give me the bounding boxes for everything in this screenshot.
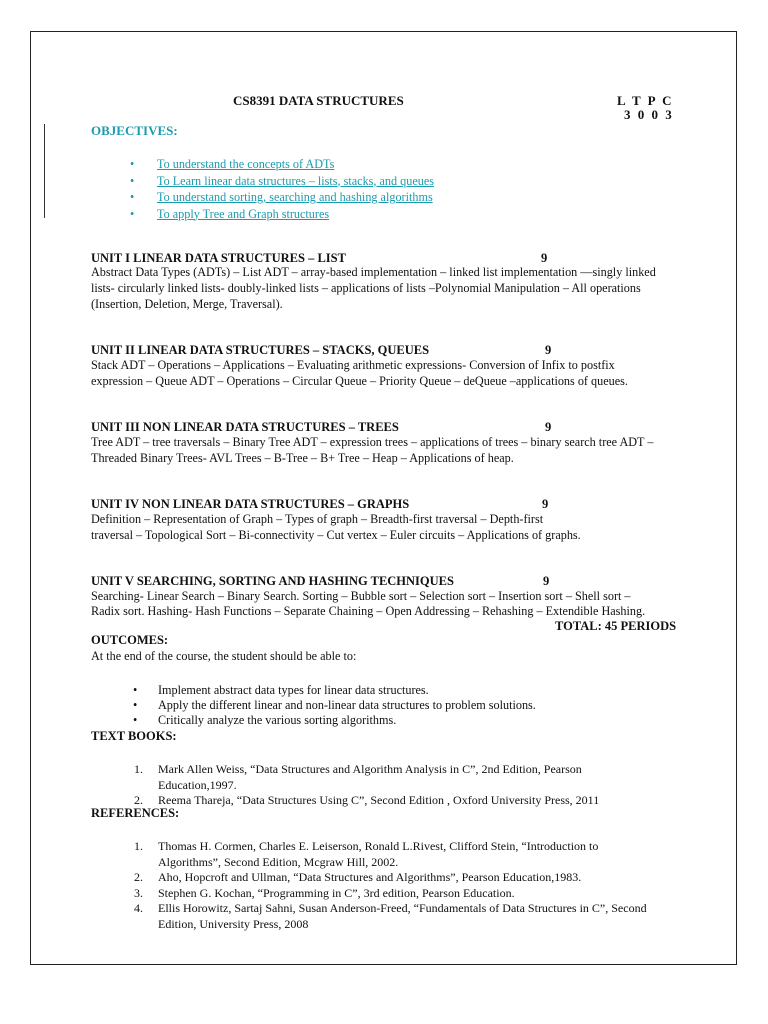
bullet-icon: • bbox=[133, 698, 138, 712]
reference-item: 1. Thomas H. Cormen, Charles E. Leiserson, Ronald L.Rivest, Clifford Stein, “Introduction to Algorithms”, Second Edition, Mcgraw Hill, 2002. bbox=[134, 839, 599, 869]
bullet-icon: • bbox=[130, 190, 135, 204]
outcome-item: • Implement abstract data types for linear data structures. bbox=[133, 683, 429, 697]
unit-3-line: Threaded Binary Trees- AVL Trees – B-Tree – B+ Tree – Heap – Applications of heap. bbox=[91, 451, 514, 465]
margin-change-bar bbox=[44, 124, 45, 218]
references-heading: REFERENCES: bbox=[91, 806, 180, 820]
text-book-item: 2. Reema Thareja, “Data Structures Using C”, Second Edition , Oxford University Press, 2011 bbox=[134, 793, 600, 807]
unit-2-line: Stack ADT – Operations – Applications – Evaluating arithmetic expressions- Conversion of Infix to postfix bbox=[91, 358, 615, 372]
course-title: CS8391 DATA STRUCTURES bbox=[233, 93, 404, 108]
text-books-heading: TEXT BOOKS: bbox=[91, 729, 177, 743]
unit-5-line: Searching- Linear Search – Binary Search. Sorting – Bubble sort – Selection sort – Insertion sort – Shell sort – bbox=[91, 589, 631, 603]
unit-3-line: Tree ADT – tree traversals – Binary Tree ADT – expression trees – applications of trees – binary search tree ADT – bbox=[91, 435, 654, 449]
bullet-icon: • bbox=[130, 157, 135, 171]
bullet-icon: • bbox=[130, 206, 135, 221]
unit-5-line: Radix sort. Hashing- Hash Functions – Separate Chaining – Open Addressing – Rehashing – Extendible Hashing. bbox=[91, 604, 646, 618]
unit-4-hours: 9 bbox=[542, 497, 549, 511]
outcomes-list bbox=[133, 683, 536, 728]
unit-1-line: (Insertion, Deletion, Merge, Traversal). bbox=[91, 297, 283, 311]
references-list bbox=[134, 839, 647, 932]
objectives-list bbox=[130, 156, 434, 222]
unit-2-line: expression – Queue ADT – Operations – Circular Queue – Priority Queue – deQueue –applications of queues. bbox=[91, 374, 628, 388]
outcome-item: • Apply the different linear and non-linear data structures to problem solutions. bbox=[133, 698, 536, 712]
objective-item[interactable]: • To apply Tree and Graph structures bbox=[130, 206, 330, 221]
ltpc-values: 3 0 0 3 bbox=[624, 107, 674, 122]
outcomes-heading: OUTCOMES: bbox=[91, 633, 169, 647]
unit-1-line: Abstract Data Types (ADTs) – List ADT – array-based implementation – linked list implementation ––singly linked bbox=[91, 265, 656, 279]
unit-3-title: UNIT III NON LINEAR DATA STRUCTURES – TREES bbox=[91, 420, 399, 434]
unit-1-line: lists- circularly linked lists- doubly-linked lists – applications of lists –Polynomial Manipulation – All operations bbox=[91, 281, 641, 295]
bullet-icon: • bbox=[133, 683, 138, 697]
unit-4-line: Definition – Representation of Graph – Types of graph – Breadth-first traversal – Depth-first bbox=[91, 512, 544, 526]
reference-item: 2. Aho, Hopcroft and Ullman, “Data Structures and Algorithms”, Pearson Education,1983. bbox=[134, 870, 582, 884]
text-book-item: 1. Mark Allen Weiss, “Data Structures and Algorithm Analysis in C”, 2nd Edition, Pearson Education,1997. bbox=[134, 762, 582, 792]
unit-5-hours: 9 bbox=[543, 574, 550, 588]
outcomes-intro: At the end of the course, the student should be able to: bbox=[91, 649, 357, 663]
unit-2-hours: 9 bbox=[545, 343, 552, 357]
outcome-item: • Critically analyze the various sorting algorithms. bbox=[133, 713, 397, 727]
unit-1-title: UNIT I LINEAR DATA STRUCTURES – LIST bbox=[91, 251, 346, 265]
reference-item: 3. Stephen G. Kochan, “Programming in C”, 3rd edition, Pearson Education. bbox=[134, 885, 515, 900]
bullet-icon: • bbox=[133, 713, 138, 727]
text-books-list bbox=[134, 762, 599, 809]
unit-4-title: UNIT IV NON LINEAR DATA STRUCTURES – GRAPHS bbox=[91, 497, 410, 511]
objective-item[interactable]: • To understand sorting, searching and hashing algorithms bbox=[130, 190, 433, 204]
unit-3-hours: 9 bbox=[545, 420, 552, 434]
unit-2-title: UNIT II LINEAR DATA STRUCTURES – STACKS, QUEUES bbox=[91, 343, 430, 357]
unit-5-title: UNIT V SEARCHING, SORTING AND HASHING TECHNIQUES bbox=[91, 574, 454, 588]
reference-item: 4. Ellis Horowitz, Sartaj Sahni, Susan Anderson-Freed, “Fundamentals of Data Structures in C”, Second Edition, University Press, 2008 bbox=[134, 901, 647, 931]
objective-item[interactable]: • To Learn linear data structures – lists, stacks, and queues bbox=[130, 173, 435, 188]
bullet-icon: • bbox=[130, 173, 135, 188]
ltpc-label: L T P C bbox=[617, 93, 674, 108]
objective-item[interactable]: • To understand the concepts of ADTs bbox=[130, 157, 335, 171]
total-periods: TOTAL: 45 PERIODS bbox=[555, 619, 677, 633]
unit-4-line: traversal – Topological Sort – Bi-connectivity – Cut vertex – Euler circuits – Applications of graphs. bbox=[91, 528, 581, 542]
unit-1-hours: 9 bbox=[541, 251, 548, 265]
objectives-heading: OBJECTIVES: bbox=[91, 123, 178, 138]
